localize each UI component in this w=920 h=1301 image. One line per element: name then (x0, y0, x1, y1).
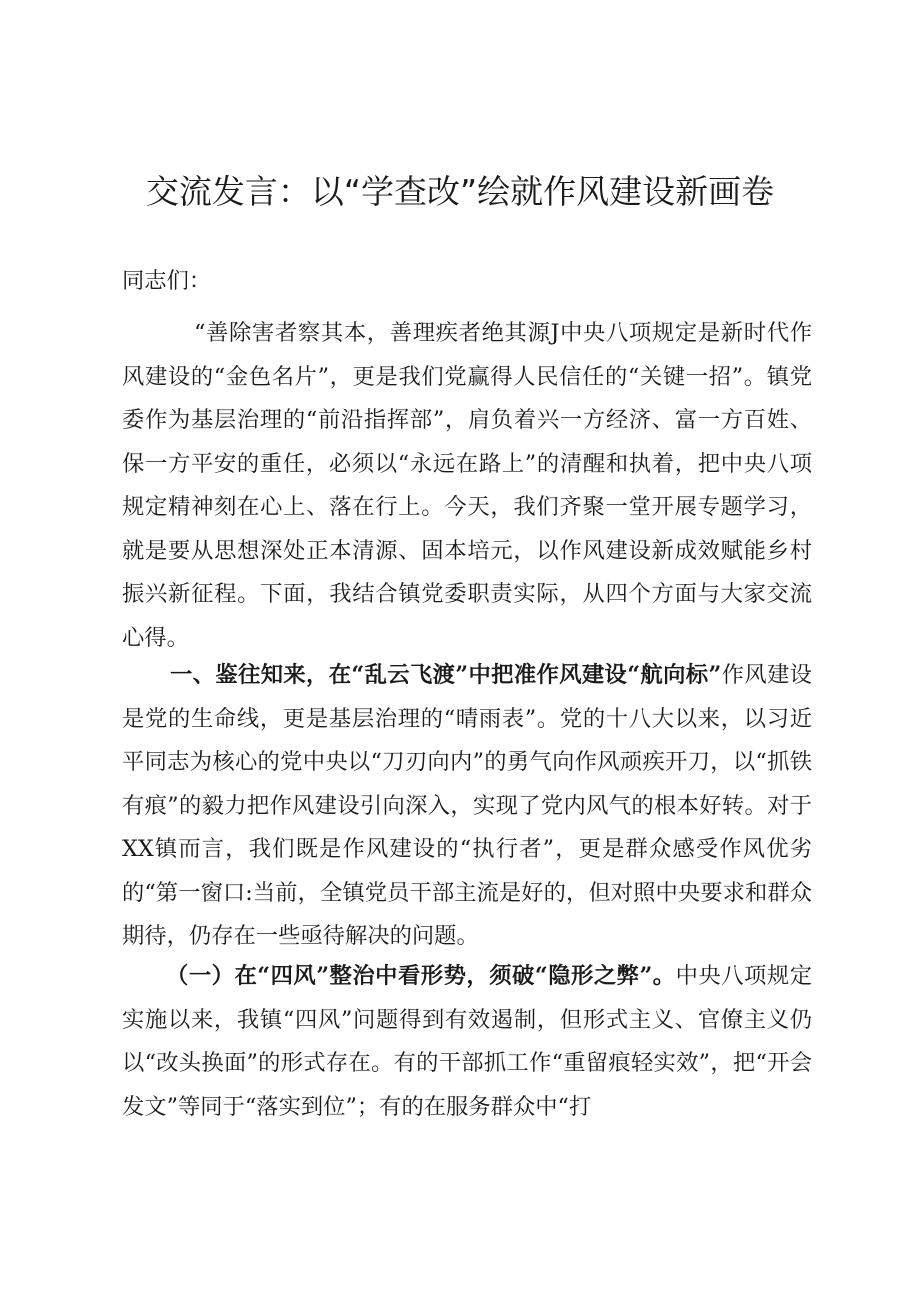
salutation: 同志们： (122, 268, 212, 294)
section-one-heading: 一、鉴往知来，在“乱云飞渡”中把准作风建设“航向标” (170, 662, 722, 688)
paragraph-intro-text: “善除害者察其本，善理疾者绝其源J中央八项规定是新时代作风建设的“金色名片”，更是我们党赢得人民信任的“关键一招”。镇党委作为基层治理的“前沿指挥部”，肩负着兴一方经济、富一方百姓、保一方平安的重任，必须以“永远在路上”的清醒和执着，把中央八项规定精神刻在心上、落在行上。今天，我们齐聚一堂开展专题学习，就是要从思想深处正本清源、固本培元，以作风建设新成效赋能乡村振兴新征程。下面，我结合镇党委职责实际，从四个方面与大家交流心得。 (122, 320, 812, 651)
section-one-text: 作风建设是党的生命线，更是基层治理的“晴雨表”。党的十八大以来，以习近平同志为核心的党中央以“刀刃向内”的勇气向作风顽疾开刀，以“抓铁有痕”的毅力把作风建设引向深入，实现了党内风气的根本好转。对于XX镇而言，我们既是作风建设的“执行者”，更是群众感受作风优劣的“第一窗口:当前，全镇党员干部主流是好的，但对照中央要求和群众期待，仍存在一些亟待解决的问题。 (122, 662, 812, 949)
paragraph-subsection-one (122, 955, 812, 1129)
subsection-one-text: 中央八项规定实施以来，我镇“四风”问题得到有效遏制，但形式主义、官僚主义仍以“改头换面”的形式存在。有的干部抓工作“重留痕轻实效”，把“开会发文”等同于“落实到位”；有的在服务群众中“打 (122, 963, 812, 1120)
paragraph-section-one (122, 654, 812, 959)
document-title: 交流发言：以“学查改”绘就作风建设新画卷 (145, 172, 775, 211)
paragraph-intro (122, 312, 812, 660)
subsection-one-heading: （一）在“四风”整治中看形势，须破“隐形之弊”。 (166, 963, 676, 989)
